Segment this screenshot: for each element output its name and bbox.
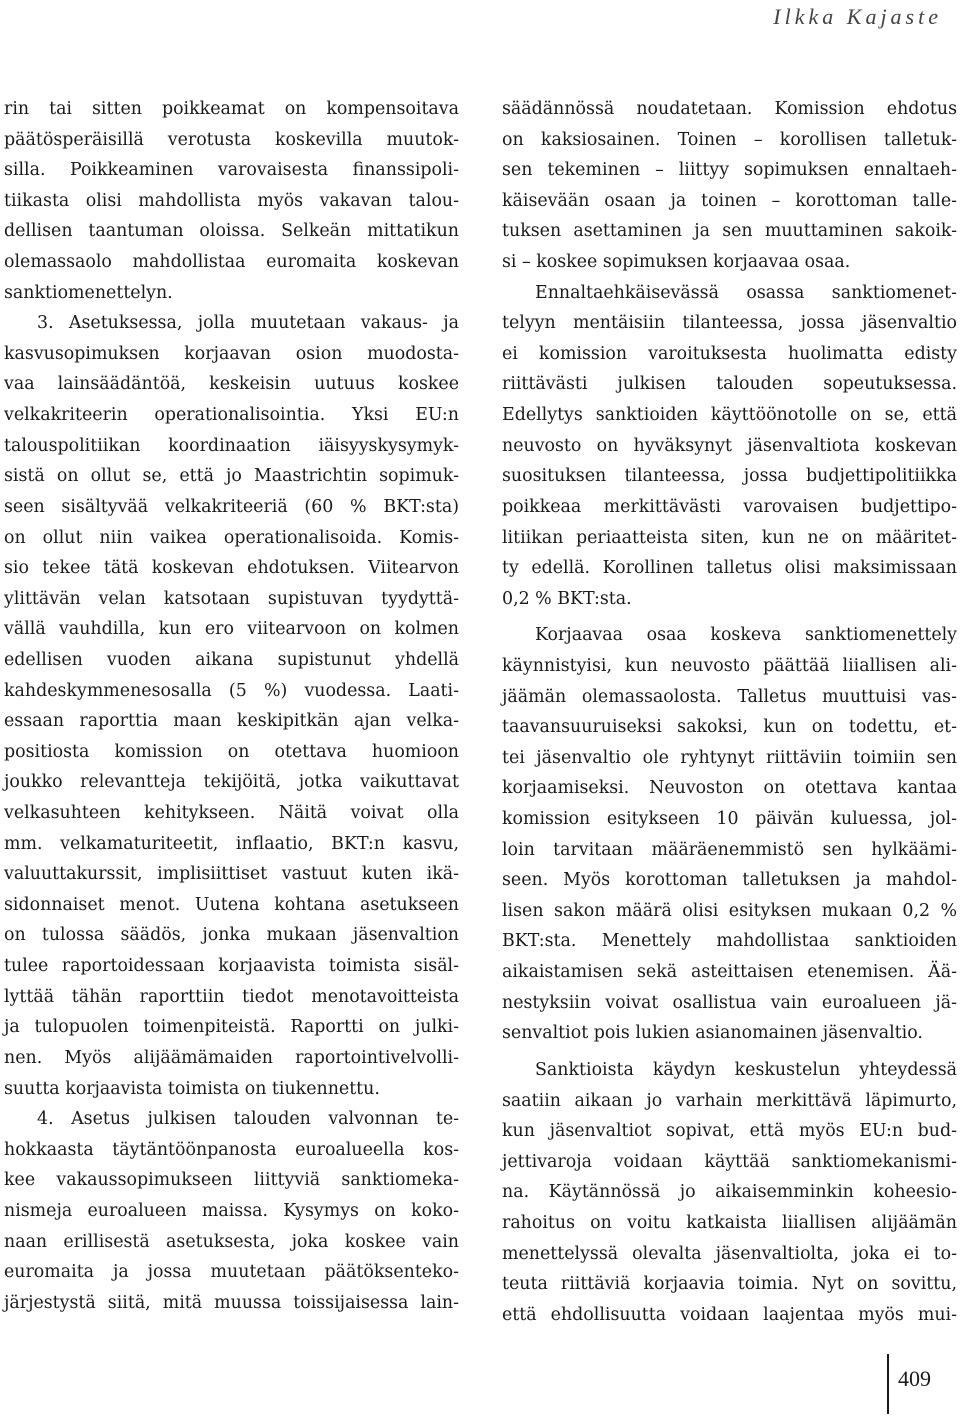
text-line: korjaamiseksi. Neuvoston on otettava kantaa [502,778,957,799]
text-line: Ennaltaehkäisevässä osassa sanktiomenet- [535,282,957,303]
text-line: 0,2 % BKT:sta. [502,588,632,609]
text-line: hokkaasta täytäntöönpanosta euroalueella kos- [4,1139,459,1160]
text-line: nismeja euroalueen maissa. Kysymys on koko- [4,1200,459,1221]
text-line: naan erillisestä asetuksesta, joka koskee vain [4,1231,459,1252]
text-line: dellisen taantuman oloissa. Selkeän mittatikun [4,221,459,242]
text-line: BKT:sta. Menettely mahdollistaa sanktioiden [502,931,957,952]
text-line: tiikasta olisi mahdollista myös vakavan talou- [4,190,459,211]
text-line: Edellytys sanktioiden käyttöönotolle on se, että [502,405,957,426]
text-line: telyyn mentäisiin tilanteessa, jossa jäsenvaltio [502,313,957,334]
text-line: poikkeaa merkittävästi varovaisen budjettipo- [502,496,957,517]
text-line: loin tarvitaan määräenemmistö sen hylkäämi- [502,839,957,860]
text-line: saatiin aikaan jo varhain merkittävä läpimurto, [502,1090,957,1111]
text-line: teuta riittäviä korjaavia toimia. Nyt on sovittu, [502,1274,957,1295]
text-line: käynnistyisi, kun neuvosto päättää liiallisen ali- [502,655,957,676]
text-line: kahdeskymmenesosalla (5 %) vuodessa. Laati- [4,680,459,701]
text-line: edellisen vuoden aikana supistunut yhdellä [4,649,459,670]
text-line: on ollut niin vaikea operationalisoida. Komis- [4,527,459,548]
text-line: velkakriteerin operationalisointia. Yksi EU:n [4,405,459,426]
text-line: euromaita ja jossa muutetaan päätöksenteko- [4,1262,459,1283]
text-line: sidonnaiset menot. Uutena kohtana asetukseen [4,894,459,915]
text-line: sistä on ollut se, että jo Maastrichtin sopimuk- [4,466,459,487]
text-line: mm. velkamaturiteetit, inflaatio, BKT:n kasvu, [4,833,459,854]
text-line: 3. Asetuksessa, jolla muutetaan vakaus- ja [37,313,459,334]
text-line: lisen sakon määrä olisi esityksen mukaan 0,2 % [502,900,957,921]
text-line: aikaistamisen sekä asteittaisen etenemisen. Ää- [502,962,957,983]
text-line: ylittävän velan katsotaan supistuvan tyydyttä- [4,588,459,609]
text-line: joukko relevantteja tekijöitä, jotka vaikuttavat [4,772,459,793]
text-line: positiosta komission on otettava huomioon [4,741,459,762]
text-line: säädännössä noudatetaan. Komission ehdotus [502,99,957,119]
text-line: kun jäsenvaltiot sopivat, että myös EU:n bud- [502,1121,957,1142]
text-line: tulee raportoidessaan korjaavista toimista sisäl- [4,956,459,977]
text-line: menettelyssä olevalta jäsenvaltiolta, joka ei to- [502,1243,957,1264]
text-line: on kaksiosainen. Toinen – korollisen talletuk- [502,129,957,150]
text-line: senvaltiot pois lukien asianomainen jäsenvaltio. [502,1023,923,1044]
text-line: essaan raporttia maan keskipitkän ajan velka- [4,711,459,732]
text-line: että ehdollisuutta voidaan laajentaa myös mui- [502,1304,957,1325]
text-line: silla. Poikkeaminen varovaisesta finanssipoli- [4,160,459,181]
text-line: suosituksen tilanteessa, jossa budjettipolitiikka [502,466,957,487]
text-line: jäämän olemassaolosta. Talletus muuttuisi vas- [502,686,957,707]
text-line: lyttää tähän raporttiin tiedot menotavoitteista [4,986,459,1007]
right-text-column [502,94,957,1330]
text-line: kee vakaussopimukseen liittyviä sanktiomeka- [4,1170,459,1191]
running-header-author: Ilkka Kajaste [773,4,942,29]
left-text-column [4,94,459,1318]
text-line: rahoitus on voitu katkaista liiallisen alijäämän [502,1212,957,1233]
text-line: sanktiomenettelyn. [4,282,173,303]
text-line: sen tekeminen – liittyy sopimuksen ennaltaeh- [502,160,957,181]
text-line: jettivaroja voidaan käyttää sanktiomekanismi- [502,1151,957,1172]
text-line: nestyksiin voivat osallistua vain euroalueen jä- [502,992,957,1013]
text-line: päätösperäisillä verotusta koskevilla muutok- [4,129,459,150]
text-line: seen. Myös korottoman talletuksen ja mahdol- [502,870,957,891]
text-line: suutta korjaavista toimista on tiukennettu. [4,1078,380,1099]
text-line: Korjaavaa osaa koskeva sanktiomenettely [535,625,957,646]
page-number-rule [887,1354,889,1414]
text-line: 4. Asetus julkisen talouden valvonnan te- [37,1109,459,1130]
text-line: neuvosto on hyväksynyt jäsenvaltiota koskevan [502,435,957,456]
text-line: seen sisältyvää velkakriteeriä (60 % BKT:sta) [4,496,459,517]
text-line: olemassaolo mahdollistaa euromaita koskevan [4,252,459,273]
text-line: velkasuhteen kehitykseen. Näitä voivat olla [4,803,459,824]
text-line: tuksen asettaminen ja sen muuttaminen sakoik- [502,221,957,242]
text-line: tei jäsenvaltio ole ryhtynyt riittäviin toimiin sen [502,747,957,768]
text-line: Sanktioista käydyn keskustelun yhteydessä [535,1059,957,1080]
text-line: on tulossa säädös, jonka mukaan jäsenvaltion [4,925,459,946]
text-line: ja tulopuolen toimenpiteistä. Raportti on julki- [4,1017,459,1038]
text-line: ei komission varoituksesta huolimatta edisty [502,343,957,364]
text-line: vaa lainsäädäntöä, keskeisin uutuus koskee [4,374,459,395]
text-line: riittävästi julkisen talouden sopeutuksessa. [502,374,957,395]
text-line: valuuttakurssit, implisiittiset vastuut kuten ikä- [4,864,459,885]
text-line: komission esitykseen 10 päivän kuluessa, jol- [502,809,957,830]
text-line: talouspolitiikan koordinaation iäisyyskysymyk- [4,435,459,456]
text-line: si – koskee sopimuksen korjaavaa osaa. [502,252,851,273]
text-line: ty edellä. Korollinen talletus olisi maksimissaan [502,558,957,579]
page-number: 409 [898,1366,931,1391]
text-line: sio tekee tätä koskevan ehdotuksen. Viitearvon [4,558,459,579]
text-line: na. Käytännössä jo aikaisemminkin koheesio- [502,1182,957,1203]
text-line: kasvusopimuksen korjaavan osion muodosta- [4,343,459,364]
text-line: taavansuuruiseksi sakoksi, kun on todettu, et- [502,717,957,738]
text-line: nen. Myös alijäämämaiden raportointivelvolli- [4,1047,459,1068]
text-line: vällä vauhdilla, kun ero viitearvoon on kolmen [4,619,459,640]
text-line: järjestystä siitä, mitä muussa toissijaisessa lain- [4,1292,459,1313]
text-line: rin tai sitten poikkeamat on kompensoitava [4,99,459,119]
text-line: litiikan periaatteista siten, kun ne on määritet- [502,527,957,548]
text-line: käisevään osaan ja toinen – korottoman talle- [502,190,957,211]
